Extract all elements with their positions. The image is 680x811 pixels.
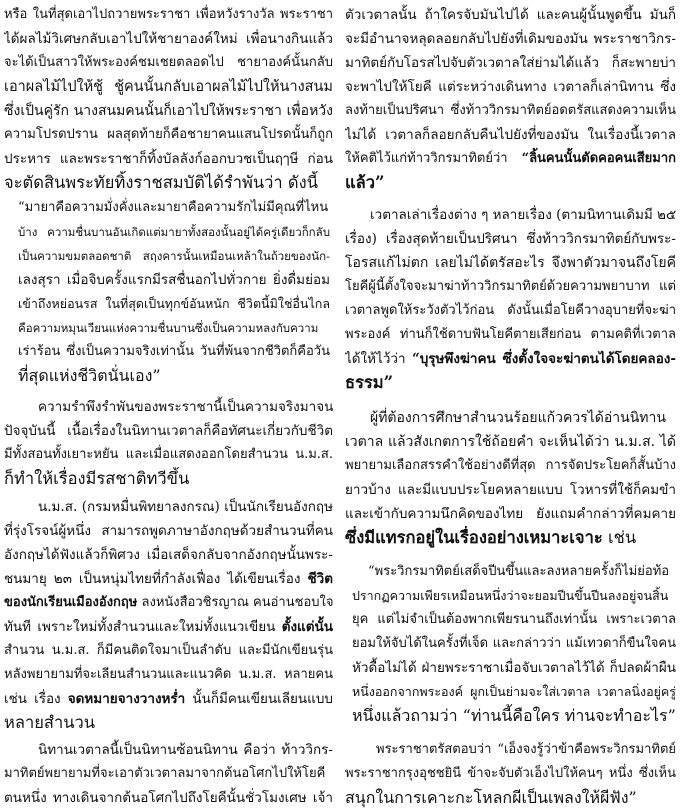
text-line: และเข้ากับความนึกคิดของไทย ยังแถมคำกล่าวที่คมคาย (345, 506, 676, 522)
text-line: เอาผลไม้ไปให้ชู้ ชู้คนนั้นกลับเอาผลไม้ไปให้นางสนม (4, 79, 333, 95)
quote-line: คือความหมุนเวียนแห่งความชื่นบานซึ่งเป็นความหลงกับความ (18, 321, 319, 335)
text-line (4, 687, 333, 711)
paragraph (4, 395, 333, 491)
quote-line: หนึ่งแล้วถามว่า “ท่านนี้คือใคร ท่านจะทำอะไร” (352, 706, 676, 725)
quote-line: “พระวิกรมาทิตย์เสด็จปีนขึ้นและลงหลายครั้งก็ไม่ย่อท้อ (368, 564, 670, 579)
text-line (345, 147, 676, 171)
text-segment: เช่น (602, 528, 637, 547)
text-segment: เช่น เรื่อง (4, 691, 68, 707)
block-quote (352, 560, 676, 728)
text-line: ตัวเวตาลนั้น ถ้าใครจับมันไปได้ และคนผู้นั้นพูดขึ้น มันก็ (345, 7, 676, 23)
text-line: พระราชาตรัสตอบว่า “เอ็งจงรู้ว่าข้าคือพระวิกรมาทิตย์ (376, 742, 676, 757)
paragraph (345, 203, 676, 395)
text-line: เรื่อง) เรื่องสุดท้ายเป็นปริศนา ซึ่งท้าววิกรมาทิตย์กับพระ- (345, 231, 676, 247)
text-line: มาทิตย์พยายามที่จะเอาตัวเวตาลมาจากต้นอโศกไปให้โยคี (4, 766, 326, 781)
text-line: น.ม.ส. (กรมหมื่นพิทยาลงกรณ) เป็นนักเรียนอังกฤษ (38, 499, 333, 515)
quote-line: บ้าง ความชื่นบานอันเกิดแต่มายาทั้งสองนั้นอยู่ได้ครู่เดียวก็กลับ (18, 225, 330, 239)
text-line: จะพาไปให้โยคี แต่ระหว่างเดินทาง เวตาลก็เล่านิทาน ซึ่ง (345, 79, 676, 95)
bold-text: ตั้งแต่นั้น (281, 619, 333, 635)
text-line: ความโปรดปราน ผลสุดท้ายก็คือชายาคนแสนโปรดนั้นก็ถูก (4, 127, 333, 142)
quote-line: เร่าร้อน ซึ่งเป็นความจริงเท่านั้น วันที่พ้นจากชีวิตก็คือวัน (18, 344, 330, 359)
text-line: หลังพยายามที่จะเลียนสำนวนและแนวคิด น.ม.ส. หลายคน (4, 667, 333, 682)
text-line: พระราชากรุงอุชชยินี ข้าจะจับตัวเอ็งไปให้คนๆ หนึ่ง ซึ่งเห็น (345, 766, 676, 781)
text-segment: ลงหนังสือวชิรญาณ คนอ่านชอบใจ (137, 595, 333, 610)
text-line (4, 567, 333, 591)
book-title: จดหมายจางวางหร่ำ (67, 691, 186, 707)
text-line: จะได้เป็นสาวให้พระองค์ชมเชยตลอดไป ชายาองค์นั้นกลับ (4, 55, 333, 70)
quote-line: “มายาคือความมั่งคั่งและมายาคือความรักไม่มีคุณที่ไหน (18, 200, 329, 215)
quote-line: ยอมให้จับได้ในครั้งที่เจ็ด และกล่าวว่า แม้เทวดาก็ขืนใจคน (352, 636, 676, 651)
paragraph (345, 406, 676, 550)
text-segment: ชนมายุ ๒๓ เป็นหนุ่มไทยที่กำลังเฟื่อง ได้เขียนเรื่อง (4, 571, 308, 587)
book-title: ชีวิต (307, 571, 333, 587)
text-line: ตนหนึ่ง ทางเดินจากต้นอโศกไปถึงโยคีนั้นชั่วโมงเศษ เจ้า (4, 790, 333, 806)
bold-saying: แล้ว” (345, 173, 385, 192)
bold-saying: “บุรุษพึงฆ่าคน ซึ่งตั้งใจจะฆ่าตนได้โดยคลอง- (411, 351, 676, 367)
quote-line: หัวดื้อไม่ได้ ฝ่ายพระราชาเมื่อจับเวตาลไว้ได้ ก็ปลดผ้าผืน (352, 660, 676, 676)
text-line: ก็ทำให้เรื่องมีรสชาติทวีขึ้น (4, 469, 190, 488)
text-segment: ได้ให้ไว้ว่า (345, 351, 412, 367)
text-line: โอรสแก้ไม่ตก เลยไม่ได้ตรัสอะไร จึงพาตัวมาจนถึงโยคี (345, 255, 676, 271)
text-line: ผู้ที่ต้องการศึกษาสำนวนร้อยแก้วควรได้อ่านนิทาน (370, 410, 666, 426)
text-segment: ทันที เพราะใหม่ทั้งสำนวนและใหม่ทั้งแนวเขียน (4, 619, 282, 635)
text-line: ได้ผลไม้วิเศษกลับเอาไปให้ชายาองค์ใหม่ เพื่อนางกินแล้ว (4, 31, 333, 47)
text-line (4, 591, 333, 615)
paragraph (345, 738, 676, 810)
text-line: โยคีผู้นี้ตั้งใจจะมาฆ่าท้าววิกรมาทิตย์ด้วยความพยาบาท แต่ (345, 279, 676, 294)
quote-line: ยุค แต่ไม่จำเป็นต้องพากเพียรนานถึงเท่านั้น เพราะเวตาล (352, 612, 676, 627)
quote-line: ปรากฏความเพียรเหมือนหนึ่งว่าจะยอมปีนขึ้นปีนลงอยู่จนสิ้น (352, 588, 669, 603)
book-title: ของนักเรียนเมืองอังกฤษ (4, 595, 138, 610)
text-line: นิทานเวตาลนี้เป็นนิทานซ้อนนิทาน คือว่า ท้าววิกร- (38, 742, 333, 758)
paragraph (4, 495, 333, 735)
text-line: มาทิตย์กับโอรสไปจับตัวเวตาลใส่ย่ามได้แล้ว ก็สะพายบ่า (345, 55, 676, 71)
text-line: ลงท้ายเป็นปริศนา ซึ่งท้าววิกรมาทิตย์อดตรัสแสดงความเห็น (345, 103, 676, 118)
left-column (4, 3, 333, 810)
text-line (345, 371, 676, 395)
text-line: ประหาร และพระราชาก็ทิ้งบัลลังก์ออกบวชเป็นฤๅษี ก่อน (4, 151, 333, 167)
text-line (4, 615, 333, 639)
right-column (345, 3, 676, 810)
text-line: จะมีอำนาจหลุดลอยกลับไปยังที่เดิมของมัน พระราชาวิกร- (345, 31, 676, 47)
text-line: ยาวบ้าง และมีแบบประโยคหลายแบบ โวหารที่ใช้ก็คมขำ (345, 482, 676, 498)
paragraph (345, 3, 676, 195)
text-line (345, 171, 676, 195)
text-line: ซึ่งเป็นคู่รัก นางสนมคนนั้นก็เอาไปให้พระราชา เพื่อหวัง (4, 103, 333, 119)
text-line: จะตัดสินพระทัยทิ้งราชสมบัติได้รำพันว่า ดังนี้ (4, 173, 318, 192)
paragraph (4, 738, 333, 810)
bold-text: ซึ่งมีแทรกอยู่ในเรื่องอย่างเหมาะเจาะ (345, 528, 603, 547)
text-line: ที่รุ่งโรจน์ผู้หนึ่ง สามารถพูดภาษาอังกฤษด้วยสำนวนที่คน (4, 523, 333, 539)
text-line: พระองค์ ท่านก็ใช้ดาบฟันโยคีตายเสียก่อน ตามคติที่เวตาล (345, 327, 676, 342)
text-line (345, 347, 676, 371)
quote-line: ที่สุดแห่งชีวิตนั่นเอง” (18, 366, 161, 385)
text-line: เวตาล แล้วสังเกตการใช้ถ้อยคำ จะเห็นได้ว่า น.ม.ส. ได้ (345, 434, 676, 450)
text-line: หรือ ในที่สุดเอาไปถวายพระราชา เพื่อหวังรางวัล พระราชา (4, 7, 333, 22)
text-line: สนุกในการเคาะกะโหลกผีเป็นเพลงให้ผีฟัง” (345, 788, 637, 807)
quote-line: เข้าถึงหย่อนรส ในที่สุดเป็นทุกข์อันหนัก ชีวิตนี้มิใช่อื่นไกล (18, 296, 330, 311)
quote-line: เลงสุรา เมื่อจิบครั้งแรกมีรสชื่นอกไปทั่วกาย ยิ่งดื่มย่อม (18, 272, 330, 288)
text-line: สำนวน น.ม.ส. ก็มีคนติดใจมาเป็นลำดับ และมีนักเขียนรุ่น (4, 643, 333, 658)
text-line: อังกฤษได้ฟังแล้วก็พิศวง เมื่อเสด็จกลับจากอังกฤษนั้นพระ- (4, 547, 333, 563)
text-line: ไม่ได้ เวตาลก็ลอยกลับคืนไปยังที่ของมัน ในเรื่องนี้เวตาล (345, 127, 676, 143)
text-line: เวตาลเล่าเรื่องต่าง ๆ หลายเรื่อง (ตามนิทานเดิมมี ๒๕ (370, 207, 676, 223)
text-line: ความรำพึงรำพันของพระราชานี้เป็นความจริงมาจน (38, 399, 333, 415)
text-segment: นั้นก็มีคนเขียนเลียนแบบ (185, 691, 333, 707)
text-line: พยายามเลือกสรรคำใช้อย่างดีที่สุด การจัดประโยคก็สั้นบ้าง (345, 458, 676, 473)
text-line: มีทั้งสอนทั้งเยาะหยัน และเมื่อแสดงออกโดยสำนวน น.ม.ส. (4, 447, 333, 462)
quote-line: หนึ่งออกจากพระองค์ ผูกเป็นย่ามจะใส่เวตาล เวตาลนิ่งอยู่ครู่ (352, 684, 676, 699)
bold-saying: ธรรม” (345, 373, 394, 392)
bold-saying: “ลิ้นคนนั้นตัดคอคนเสียมาก (521, 151, 676, 166)
paragraph (4, 3, 333, 195)
text-line: ปัจจุบันนี้ เนื้อเรื่องในนิทานเวตาลก็คือทัศนะเกี่ยวกับชีวิต (4, 423, 333, 439)
text-line: หลายสำนวน (4, 713, 96, 732)
text-segment: ให้คติไว้แก่ท้าววิกรมาทิตย์ว่า (345, 151, 522, 166)
text-line (345, 526, 676, 550)
text-line: เวตาลพูดให้ระวังตัวไว้ก่อน ดังนั้นเมื่อโยคีวางอุบายที่จะฆ่า (345, 303, 676, 318)
quote-line: เป็นความขมตลอดชาติ สฤงคารนั้นเหมือนเหล้าในถ้วยของนัก- (18, 249, 330, 263)
block-quote (18, 196, 330, 388)
